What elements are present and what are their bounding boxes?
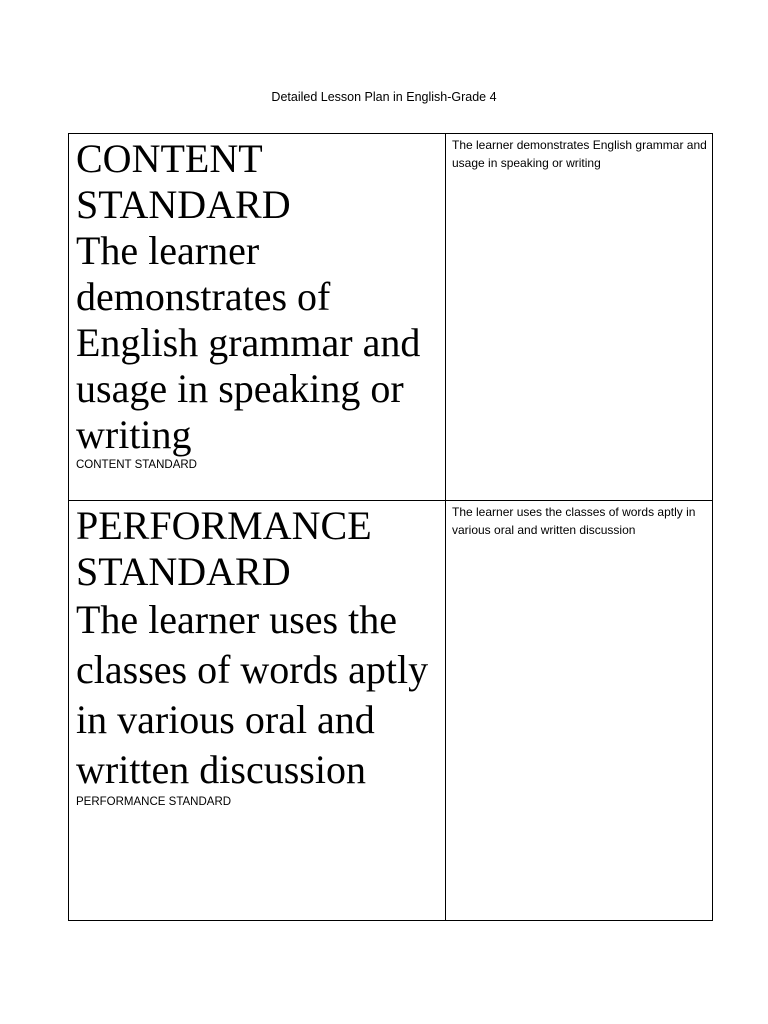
content-standard-description: The learner demonstrates of English grammar and usage in speaking or writing bbox=[76, 228, 421, 457]
performance-standard-heading bbox=[76, 503, 441, 595]
table-row-performance-standard bbox=[69, 501, 713, 921]
content-standard-summary: The learner demonstrates English grammar and usage in speaking or writing bbox=[452, 138, 707, 170]
performance-standard-caption: PERFORMANCE STANDARD bbox=[76, 796, 232, 808]
content-standard-caption: CONTENT STANDARD bbox=[76, 459, 197, 471]
performance-standard-left-cell bbox=[69, 501, 446, 921]
content-standard-heading bbox=[76, 136, 441, 228]
performance-standard-heading-line2: STANDARD bbox=[76, 549, 291, 594]
document-title: Detailed Lesson Plan in English-Grade 4 bbox=[271, 90, 497, 104]
content-standard-left-cell bbox=[69, 134, 446, 501]
performance-standard-description: The learner uses the classes of words aptly in various oral and written discussion bbox=[76, 597, 429, 792]
content-standard-heading-line1: CONTENT bbox=[76, 136, 263, 181]
performance-standard-summary: The learner uses the classes of words aptly in various oral and written discussion bbox=[452, 505, 696, 537]
performance-standard-heading-line1: PERFORMANCE bbox=[76, 503, 372, 548]
table-row-content-standard bbox=[69, 134, 713, 501]
performance-standard-right-cell bbox=[446, 501, 713, 921]
content-standard-right-cell bbox=[446, 134, 713, 501]
content-standard-heading-line2: STANDARD bbox=[76, 182, 291, 227]
lesson-plan-table bbox=[68, 133, 713, 921]
